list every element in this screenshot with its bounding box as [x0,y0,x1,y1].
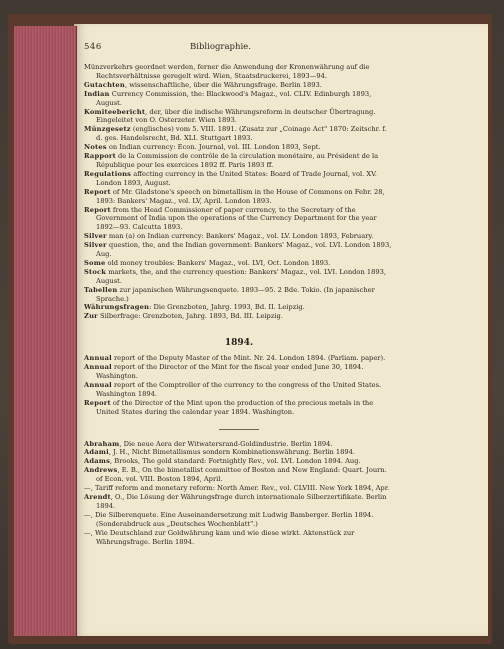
entry-keyword: Report [84,187,111,196]
entry-text: —, Tariff reform and monetary reform: North Amer. Rev., vol. CLVIII. New York 1894, Apr. [84,484,390,493]
bibliography-entry [84,143,394,152]
entry-text: —, Die Silberenquete. Eine Auseinandersetzung mit Ludwig Bamberger. Berlin 1894. (Sonderabdruck aus „Deutsches Wochenblatt".) [84,510,374,528]
entry-keyword: Notes [84,143,107,152]
entry-text: old money troubles: Bankers' Magaz., vol. LVI, Oct. London 1893. [105,258,331,267]
page-header [84,42,384,56]
entry-text: report of the Deputy Master of the Mint. Nr. 24. London 1894. (Parliam. paper). [111,354,386,363]
bibliography-entry [84,152,394,170]
section-divider [219,429,259,430]
entry-text: , E. B., On the bimetallist committee of Boston and New England: Quart. Journ. of Econ. vol. VIII. Boston 1894, April. [96,466,387,484]
bibliography-entry [84,466,394,484]
entry-keyword: Silver [84,232,107,241]
entry-keyword: Annual [84,354,112,363]
entry-text: , der, über die indische Währungsreform in deutscher Übertragung. Eingeleitet von O. Osterzeter. Wien 1893. [96,107,376,125]
entry-keyword: Report [84,398,111,407]
entry-keyword: Andrews [84,466,118,475]
entry-text: —, Wie Deutschland zur Goldwährung kam und wie diese wirkt. Aktenstück zur Währungsfrage. Berlin 1894. [84,528,355,546]
entry-text: report of the Director of the Mint for the fiscal year ended June 30, 1894. Washington. [96,363,364,380]
bibliography-entry [84,125,394,143]
entry-text: on Indian currency: Econ. Journal, vol. III. London 1893, Sept. [106,143,321,152]
entry-text: de la Commission de contrôle de la circulation monétaire, au Président de la République pour les exercices 1892 ff. Paris 1893 ff. [96,152,379,169]
entry-text: , J. H., Nicht Bimetallismus sondern Kombinationswährung. Berlin 1894. [108,448,356,457]
entry-keyword: Komiteebericht [84,107,146,116]
bibliography-entry [84,90,394,108]
entry-text: of Mr. Gladstone's speech on bimetallism in the House of Commons on Febr. 28, 1893: Bankers' Magaz., vol. LV, April. London 1893. [96,187,385,205]
entry-text: report of the Comptroller of the currency to the congress of the United States. Washington 1894. [96,380,382,398]
bibliography-entry [84,440,394,449]
bibliography-entry [84,241,394,259]
bibliography-entry [84,484,394,493]
bibliography-entry [84,188,394,206]
entry-keyword: Arendt [84,492,111,501]
entry-text: , Die neue Aera der Witwatersrand-Goldindustrie. Berlin 1894. [119,439,333,448]
bibliography-entry [84,493,394,511]
entry-text: man (a) on Indian currency: Bankers' Magaz., vol. LV. London 1893, February. [106,232,374,241]
entry-keyword: Abraham [84,439,120,448]
bibliography-entry [84,63,394,81]
entry-keyword: Regulations [84,169,132,178]
entry-text: markets, the, and the currency question: Bankers' Magaz., vol. LVI. London 1893, August. [96,267,387,285]
bibliography-entry [84,363,394,381]
bibliography-entry [84,303,394,312]
bibliography-entry [84,206,394,233]
entry-text: , O., Die Lösung der Währungsfrage durch internationale Silberzertifikate. Berlin 1894. [96,492,387,510]
entry-keyword: Annual [84,380,112,389]
bibliography-entry [84,399,394,417]
entry-keyword: Rapport [84,152,116,161]
entry-keyword: Gutachten [84,80,125,89]
page-edges [14,26,77,636]
entry-text: zur japanischen Währungsenquete. 1893—95. 2 Bde. Tokio. (In japanischer Sprache.) [96,285,375,303]
entry-keyword: Report [84,205,111,214]
entry-keyword: Indian [84,89,110,98]
entries-1893 [84,63,394,321]
entry-text: , Brooks, The gold standard: Fortnightly Rev., vol. LVI. London 1894. Aug. [110,457,361,466]
entry-text: of the Director of the Mint upon the production of the precious metals in the United States during the calendar year 1894. Washington. [96,398,374,416]
entries-1894-reports [84,354,394,416]
entry-keyword: Stock [84,267,107,276]
entry-keyword: Zur [84,312,98,321]
bibliography-entry [84,81,394,90]
entry-keyword: Währungsfragen [84,303,150,312]
bibliography-entry [84,170,394,188]
running-title: Bibliographie. [190,42,251,52]
bibliography-entry [84,312,394,321]
entry-text: Currency Commission, the: Blackwood's Magaz., vol. CLIV. Edinburgh 1893, August. [96,89,372,107]
page-number: 546 [84,42,102,52]
bibliography-entry [84,448,394,457]
bibliography-entry [84,232,394,241]
entry-keyword: Adams [84,457,111,466]
entry-text: , wissenschaftliche, über die Währungsfrage. Berlin 1893. [124,80,322,89]
bibliography-entry [84,381,394,399]
bibliography-entry [84,108,394,126]
year-heading: 1894. [224,338,254,349]
entry-text: (englisches) vom 5. VIII. 1891. (Zusatz zur „Coinage Act" 1870: Zeitschr. f. d. ges. Handelsrecht, Bd. XLI. Stuttgart 1893. [96,125,387,143]
bibliography-entry [84,268,394,286]
entry-text: affecting currency in the United States: Board of Trade Journal, vol. XV. London 1893, August. [96,169,377,187]
bibliography-entry [84,457,394,466]
entry-keyword: Münzgesetz [84,125,131,134]
bibliography-text [84,63,394,546]
bibliography-entry [84,354,394,363]
entry-text: question, the, and the Indian government: Bankers' Magaz., vol. LVI. London 1893, Aug. [96,241,392,259]
entry-text: Münzverkehrs geordnet werden, ferner die Anwendung der Kronenwährung auf die Rechtsverhältnisse geregelt wird. Wien, Staatsdruckerei, 1893—94. [84,63,370,80]
entry-text: Silberfrage: Grenzboten, Jahrg. 1893, Bd. III. Leipzig. [97,312,283,321]
entry-keyword: Silver [84,241,107,250]
entry-text: from the Head Commissioner of paper currency, to the Secretary of the Government of India upon the operations of the Currency Department for the year 1892—93. Calcutta 1893. [96,205,377,232]
entry-text: : Die Grenzboten, Jahrg. 1993, Bd. II. Leipzig. [149,303,305,312]
entries-1894-authors [84,440,394,547]
entry-keyword: Tabellen [84,285,118,294]
bibliography-entry [84,259,394,268]
bibliography-entry [84,529,394,547]
bibliography-entry [84,286,394,304]
bibliography-entry [84,511,394,529]
entry-keyword: Some [84,258,106,267]
entry-keyword: Annual [84,363,112,372]
entry-keyword: Adami [84,448,109,457]
